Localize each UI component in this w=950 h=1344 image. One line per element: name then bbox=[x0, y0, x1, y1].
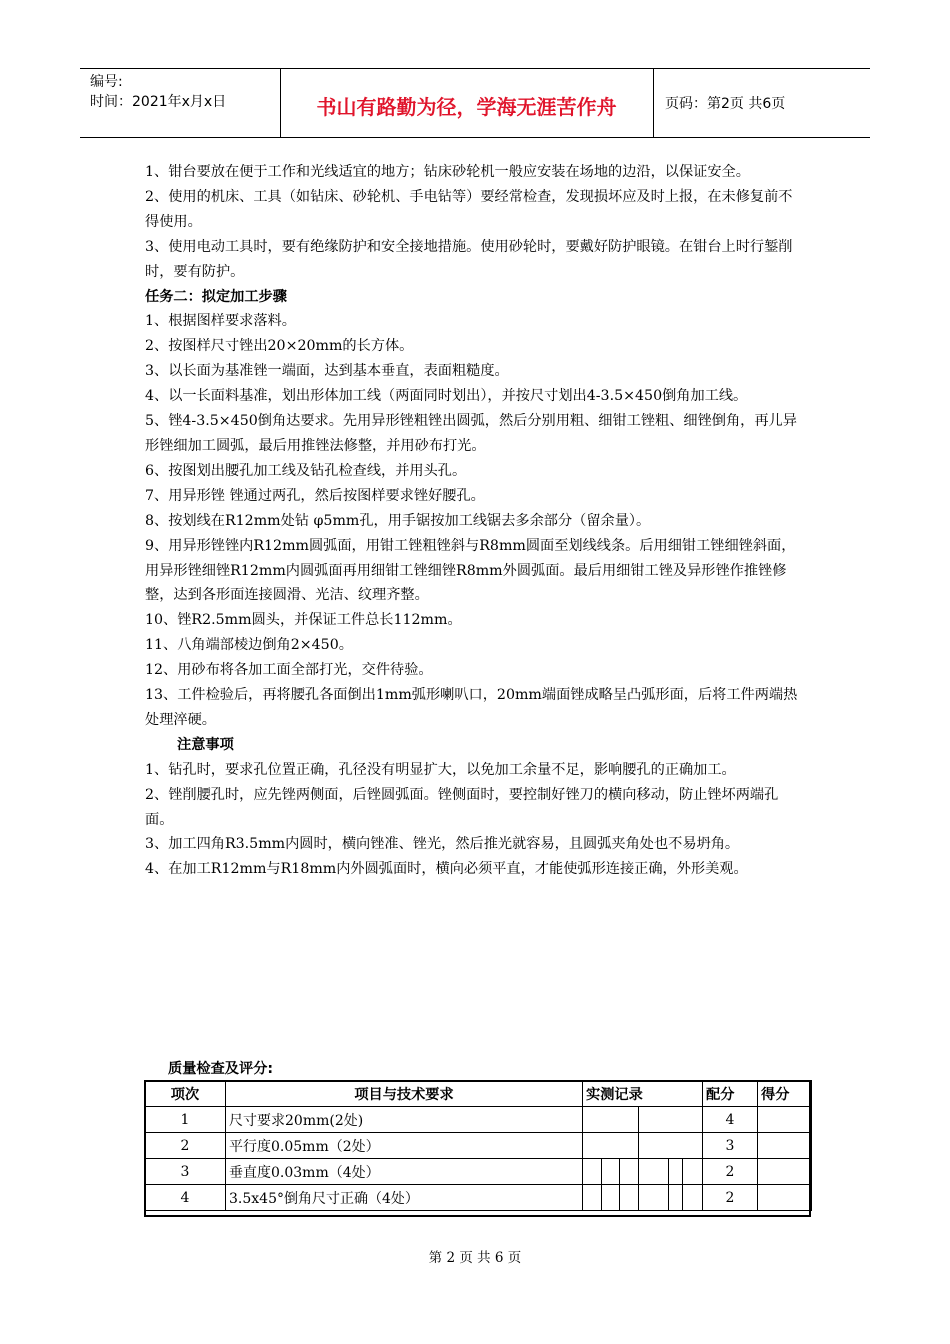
note: 2、锉削腰孔时，应先锉两侧面，后锉圆弧面。锉侧面时，要控制好锉刀的横向移动，防止锉坏两端孔面。 bbox=[145, 786, 779, 828]
row-item: 3.5x45°倒角尺寸正确（4处） bbox=[226, 1185, 583, 1211]
step: 8、按划线在R12mm处钻 φ5mm孔，用手锯按加工线锯去多余部分（留余量）。 bbox=[145, 512, 651, 529]
earned-cell bbox=[758, 1159, 812, 1185]
header-cell: 项次 bbox=[145, 1081, 226, 1107]
header-cell: 配分 bbox=[703, 1081, 758, 1107]
record-cell bbox=[639, 1185, 669, 1211]
row-number: 1 bbox=[145, 1107, 226, 1133]
header-cell: 实测记录 bbox=[583, 1081, 703, 1107]
step: 5、锉4-3.5×450倒角达要求。先用异形锉粗锉出圆弧，然后分别用粗、细钳工锉粗、细锉倒角，再儿异形锉细加工圆弧，最后用推锉法修整，并用砂布打光。 bbox=[145, 413, 797, 454]
record-cell bbox=[683, 1159, 703, 1185]
record-cell bbox=[620, 1185, 639, 1211]
header-cell: 得分 bbox=[758, 1081, 812, 1107]
step: 4、以一长面料基准，划出形体加工线（两面同时划出），并按尺寸划出4-3.5×450倒角加工线。 bbox=[145, 388, 748, 405]
header-meta bbox=[90, 72, 226, 112]
document-body bbox=[145, 160, 805, 882]
header-time: 时间：2021年x月x日 bbox=[90, 94, 227, 110]
row-score: 4 bbox=[703, 1107, 758, 1133]
step: 13、工件检验后，再将腰孔各面倒出1mm弧形喇叭口，20mm端面锉成略呈凸弧形面，后将工件两端热处理淬硬。 bbox=[145, 687, 798, 728]
record-cell bbox=[583, 1133, 639, 1159]
note: 3、加工四角R3.5mm内圆时，横向锉准、锉光，然后推光就容易，且圆弧夹角处也不易坍角。 bbox=[145, 836, 740, 853]
step: 7、用异形锉 锉通过两孔，然后按图样要求锉好腰孔。 bbox=[145, 487, 485, 504]
row-item: 尺寸要求20mm(2处) bbox=[226, 1107, 583, 1133]
grading-table bbox=[144, 1080, 812, 1211]
header-number: 编号: bbox=[90, 74, 123, 90]
notes-heading: 注意事项 bbox=[177, 736, 234, 753]
table-row bbox=[145, 1185, 812, 1211]
step: 10、锉R2.5mm圆头，并保证工件总长112mm。 bbox=[145, 612, 462, 629]
header-page-info: 页码：第2页 共6页 bbox=[665, 96, 786, 112]
table-row bbox=[145, 1133, 812, 1159]
record-cell bbox=[669, 1159, 683, 1185]
row-score: 3 bbox=[703, 1133, 758, 1159]
record-cell bbox=[583, 1185, 602, 1211]
header-motto: 书山有路勤为径，学海无涯苦作舟 bbox=[316, 95, 617, 119]
record-cell bbox=[639, 1107, 703, 1133]
header-cell: 项目与技术要求 bbox=[226, 1081, 583, 1107]
page-footer: 第 2 页 共 6 页 bbox=[428, 1250, 522, 1266]
step: 2、按图样尺寸锉出20×20mm的长方体。 bbox=[145, 338, 414, 355]
record-cell bbox=[639, 1159, 669, 1185]
record-cell bbox=[639, 1133, 703, 1159]
record-cell bbox=[683, 1185, 703, 1211]
row-number: 2 bbox=[145, 1133, 226, 1159]
record-cell bbox=[620, 1159, 639, 1185]
row-number: 3 bbox=[145, 1159, 226, 1185]
row-item: 平行度0.05mm（2处） bbox=[226, 1133, 583, 1159]
row-score: 2 bbox=[703, 1159, 758, 1185]
table-row bbox=[145, 1107, 812, 1133]
section-heading: 任务二：拟定加工步骤 bbox=[145, 288, 287, 305]
quality-title: 质量检查及评分: bbox=[168, 1061, 273, 1077]
step: 1、根据图样要求落料。 bbox=[145, 313, 296, 330]
record-cell bbox=[602, 1159, 620, 1185]
record-cell bbox=[583, 1107, 639, 1133]
paragraph: 3、使用电动工具时，要有绝缘防护和安全接地措施。使用砂轮时，要戴好防护眼镜。在钳台上时行錾削时，要有防护。 bbox=[145, 238, 793, 280]
record-cell bbox=[669, 1185, 683, 1211]
earned-cell bbox=[758, 1185, 812, 1211]
step: 9、用异形锉锉内R12mm圆弧面，用钳工锉粗锉斜与R8mm圆面至划线线条。后用细钳工锉细锉斜面，用异形锉细锉R12mm内圆弧面再用细钳工锉细锉R8mm外圆弧面。最后用细钳工锉及异形锉作推锉修整，达到各形面连接圆滑、光洁、纹理齐整。 bbox=[145, 537, 796, 604]
step: 11、八角端部棱边倒角2×450。 bbox=[145, 637, 353, 654]
header-divider bbox=[653, 69, 654, 137]
table-row bbox=[145, 1159, 812, 1185]
page-header bbox=[80, 68, 870, 138]
note: 1、钻孔时，要求孔位置正确，孔径没有明显扩大，以免加工余量不足，影响腰孔的正确加工。 bbox=[145, 761, 736, 778]
step: 6、按图划出腰孔加工线及钻孔检查线，并用头孔。 bbox=[145, 462, 467, 479]
earned-cell bbox=[758, 1107, 812, 1133]
record-cell bbox=[583, 1159, 602, 1185]
paragraph: 2、使用的机床、工具（如钻床、砂轮机、手电钻等）要经常检查，发现损坏应及时上报，在未修复前不得使用。 bbox=[145, 188, 793, 230]
row-number: 4 bbox=[145, 1185, 226, 1211]
step: 3、以长面为基准锉一端面，达到基本垂直，表面粗糙度。 bbox=[145, 363, 509, 380]
table-header-row bbox=[145, 1081, 812, 1107]
paragraph: 1、钳台要放在便于工作和光线适宜的地方；钻床砂轮机一般应安装在场地的边沿，以保证安全。 bbox=[145, 164, 750, 180]
note: 4、在加工R12mm与R18mm内外圆弧面时，横向必须平直，才能使弧形连接正确，外形美观。 bbox=[145, 861, 748, 878]
row-score: 2 bbox=[703, 1185, 758, 1211]
record-cell bbox=[602, 1185, 620, 1211]
row-item: 垂直度0.03mm（4处） bbox=[226, 1159, 583, 1185]
step: 12、用砂布将各加工面全部打光，交件待验。 bbox=[145, 662, 433, 679]
earned-cell bbox=[758, 1133, 812, 1159]
